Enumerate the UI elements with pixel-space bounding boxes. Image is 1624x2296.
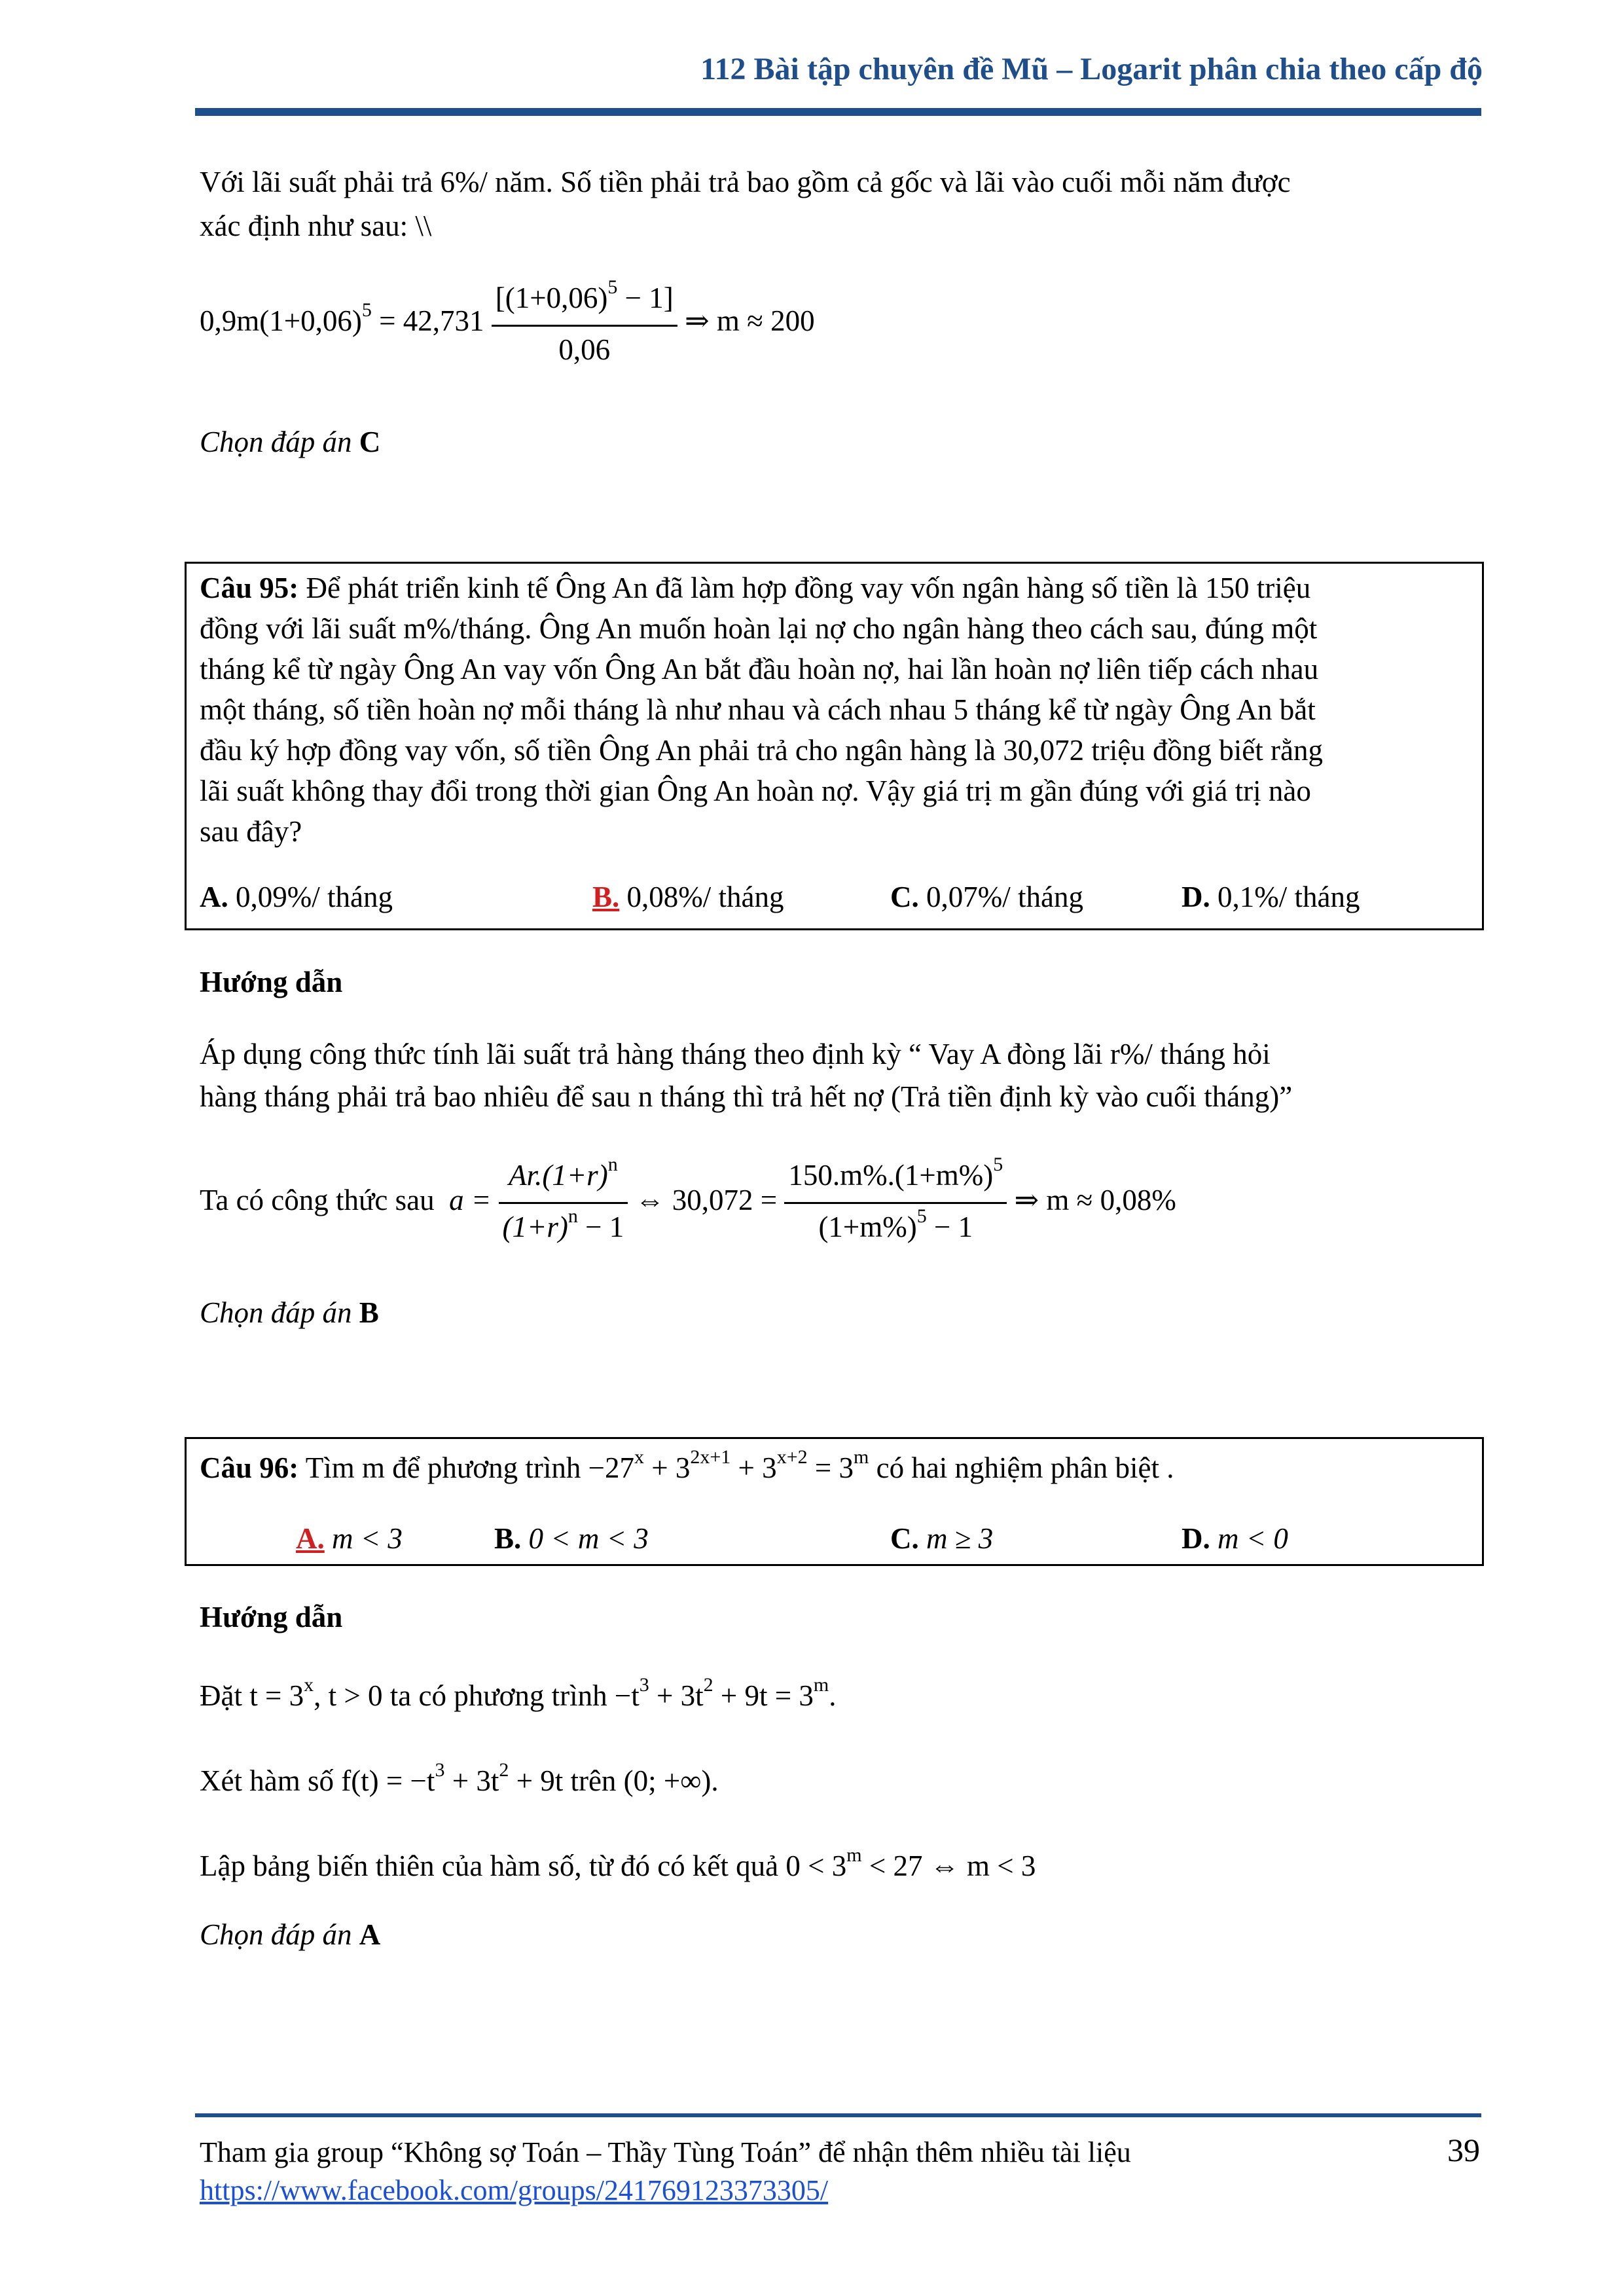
q95-option-d (1182, 877, 1360, 917)
q95-label: Câu 95: (200, 572, 299, 604)
exp: m (846, 1844, 862, 1866)
q96-line-1 (200, 1448, 1174, 1491)
q96-text-b: + 3 (651, 1451, 691, 1484)
option-letter: A. (200, 881, 228, 913)
l1-e: . (829, 1679, 837, 1712)
exp: 2 (703, 1674, 713, 1696)
q96-option-d (1182, 1519, 1288, 1558)
option-letter: C. (890, 881, 919, 913)
f2-den-exp: 5 (916, 1205, 927, 1227)
q95-option-c (890, 877, 1083, 917)
guide96-line-1 (200, 1676, 837, 1719)
guide96-heading (200, 1597, 342, 1637)
q95-line-1 (200, 568, 1310, 608)
f1-exp: n (607, 1154, 618, 1175)
option-letter-correct: A. (296, 1522, 325, 1555)
q95-line-4: một tháng, số tiền hoàn nợ mỗi tháng là như nhau và cách nhau 5 tháng kể từ ngày Ông An bắt (200, 693, 1316, 726)
q96-option-c (890, 1519, 993, 1558)
choose-answer: B (359, 1296, 379, 1329)
guide95-result: ⇒ m ≈ 0,08% (1014, 1183, 1176, 1216)
q95-line-6: lãi suất không thay đổi trong thời gian Ông An hoàn nợ. Vậy giá trị m gần đúng với giá trị nào (200, 774, 1311, 807)
q95-line-3: tháng kể từ ngày Ông An vay vốn Ông An bắt đầu hoàn nợ, hai lần hoàn nợ liên tiếp cách nhau (200, 653, 1319, 685)
option-text: 0,07%/ tháng (926, 881, 1083, 913)
l1-d: + 9t = 3 (720, 1679, 814, 1712)
exp: x (304, 1674, 314, 1696)
intro-frac-num: [(1+0,06) (495, 282, 608, 314)
option-letter: D. (1182, 1522, 1210, 1555)
q95-option-b (592, 877, 784, 917)
intro-frac-exp: 5 (607, 276, 618, 298)
mid-eq: ⇔ 30,072 = (635, 1183, 778, 1216)
exp: m (813, 1674, 829, 1696)
heading-text: Hướng dẫn (200, 1601, 343, 1633)
option-text: 0,08%/ tháng (626, 881, 784, 913)
intro-fraction (492, 275, 677, 373)
choose-label: Chọn đáp án (200, 1918, 352, 1951)
intro-frac-den: 0,06 (558, 333, 611, 366)
choose-label: Chọn đáp án (200, 1296, 352, 1329)
footer-link[interactable]: https://www.facebook.com/groups/241769123373305/ (200, 2174, 829, 2206)
intro-formula-eq: = 42,731 (379, 304, 484, 337)
exp: x+2 (776, 1446, 808, 1468)
option-letter: B. (494, 1522, 522, 1555)
page-number: 39 (1447, 2132, 1480, 2168)
q95-line1-text: Để phát triển kinh tế Ông An đã làm hợp đồng vay vốn ngân hàng số tiền là 150 triệu (306, 572, 1311, 604)
l1-c: + 3t (657, 1679, 704, 1712)
l3-a: Lập bảng biến thiên của hàm số, từ đó có kết quả 0 < 3 (200, 1850, 847, 1882)
l1-a: Đặt t = 3 (200, 1679, 304, 1712)
guide96-line-2 (200, 1761, 719, 1804)
intro-exp: 5 (361, 299, 372, 321)
l3-b: < 27 ⇔ m < 3 (869, 1850, 1036, 1882)
q96-label: Câu 96: (200, 1451, 299, 1484)
l2-a: Xét hàm số f(t) = −t (200, 1764, 435, 1797)
f2-num: 150.m%.(1+m%) (788, 1159, 994, 1192)
heading-text: Hướng dẫn (200, 966, 343, 998)
q95-line-5: đầu ký hợp đồng vay vốn, số tiền Ông An phải trả cho ngân hàng là 30,072 triệu đồng biết rằng (200, 734, 1323, 767)
q96-option-a (296, 1519, 403, 1558)
formula-intro: Ta có công thức sau (200, 1183, 435, 1216)
option-letter-correct: B. (592, 881, 620, 913)
option-text: m < 0 (1218, 1522, 1288, 1555)
exp: m (854, 1446, 869, 1468)
exp: 3 (639, 1674, 649, 1696)
guide95-heading (200, 962, 342, 1002)
option-letter: D. (1182, 881, 1210, 913)
header-rule (195, 108, 1481, 116)
f2-den: (1+m%) (818, 1211, 917, 1243)
header-title: 112 Bài tập chuyên đề Mũ – Logarit phân chia theo cấp độ (700, 52, 1483, 86)
option-text: 0,1%/ tháng (1218, 881, 1360, 913)
q96-text-a: Tìm m để phương trình −27 (305, 1451, 634, 1484)
q96-text-e: có hai nghiệm phân biệt . (869, 1451, 1174, 1484)
fraction-1 (499, 1152, 628, 1254)
f1-den: (1+r) (502, 1211, 568, 1243)
guide95-line-1: Áp dụng công thức tính lãi suất trả hàng tháng theo định kỳ “ Vay A đòng lãi r%/ tháng hỏi (200, 1038, 1271, 1070)
intro-formula-left: 0,9m(1+0,06) (200, 304, 362, 337)
q95-line-7: sau đây? (200, 815, 302, 848)
f1-num: Ar.(1+r) (509, 1159, 608, 1192)
option-text: 0 < m < 3 (528, 1522, 649, 1555)
intro-formula-result: ⇒ m ≈ 200 (684, 304, 815, 337)
exp: 2x+1 (690, 1446, 731, 1468)
choose-label: Chọn đáp án (200, 426, 352, 458)
exp: 3 (435, 1759, 445, 1781)
footer-rule (195, 2113, 1481, 2117)
q96-option-b (494, 1519, 649, 1558)
guide95-line-2: hàng tháng phải trả bao nhiêu để sau n tháng thì trả hết nợ (Trả tiền định kỳ vào cuối tháng)” (200, 1080, 1293, 1113)
q95-line-2: đồng với lãi suất m%/tháng. Ông An muốn hoàn lại nợ cho ngân hàng theo cách sau, đúng một (200, 612, 1318, 645)
intro-line-1: Với lãi suất phải trả 6%/ năm. Số tiền phải trả bao gồm cả gốc và lãi vào cuối mỗi năm được (200, 166, 1291, 198)
intro-frac-num-end: − 1] (624, 282, 674, 314)
f2-den-end: − 1 (934, 1211, 973, 1243)
intro-line-2: xác định như sau: \\ (200, 210, 432, 242)
exp: x (634, 1446, 644, 1468)
q96-text-d: = 3 (814, 1451, 854, 1484)
q95-option-a (200, 877, 393, 917)
guide95-formula (200, 1152, 1176, 1254)
exp: 2 (499, 1759, 509, 1781)
choose-answer: A (359, 1918, 381, 1951)
option-text: m < 3 (332, 1522, 403, 1555)
option-text: m ≥ 3 (926, 1522, 994, 1555)
l1-b: , t > 0 ta có phương trình −t (314, 1679, 640, 1712)
guide95-choose (200, 1293, 379, 1332)
l2-c: + 9t trên (0; +∞). (516, 1764, 719, 1797)
f1-den-end: − 1 (585, 1211, 624, 1243)
q96-text-c: + 3 (738, 1451, 777, 1484)
fraction-2 (784, 1152, 1007, 1254)
option-letter: C. (890, 1522, 919, 1555)
intro-formula (200, 275, 815, 373)
option-text: 0,09%/ tháng (236, 881, 393, 913)
intro-choose (200, 422, 380, 462)
footer-text: Tham gia group “Không sợ Toán – Thầy Tùng Toán” để nhận thêm nhiều tài liệu (200, 2136, 1131, 2168)
a-eq: a = (449, 1183, 492, 1216)
guide96-choose (200, 1915, 380, 1954)
guide96-line-3 (200, 1846, 1036, 1889)
f2-exp: 5 (993, 1154, 1003, 1175)
l2-b: + 3t (452, 1764, 499, 1797)
f1-den-exp: n (568, 1205, 578, 1227)
choose-answer: C (359, 426, 381, 458)
